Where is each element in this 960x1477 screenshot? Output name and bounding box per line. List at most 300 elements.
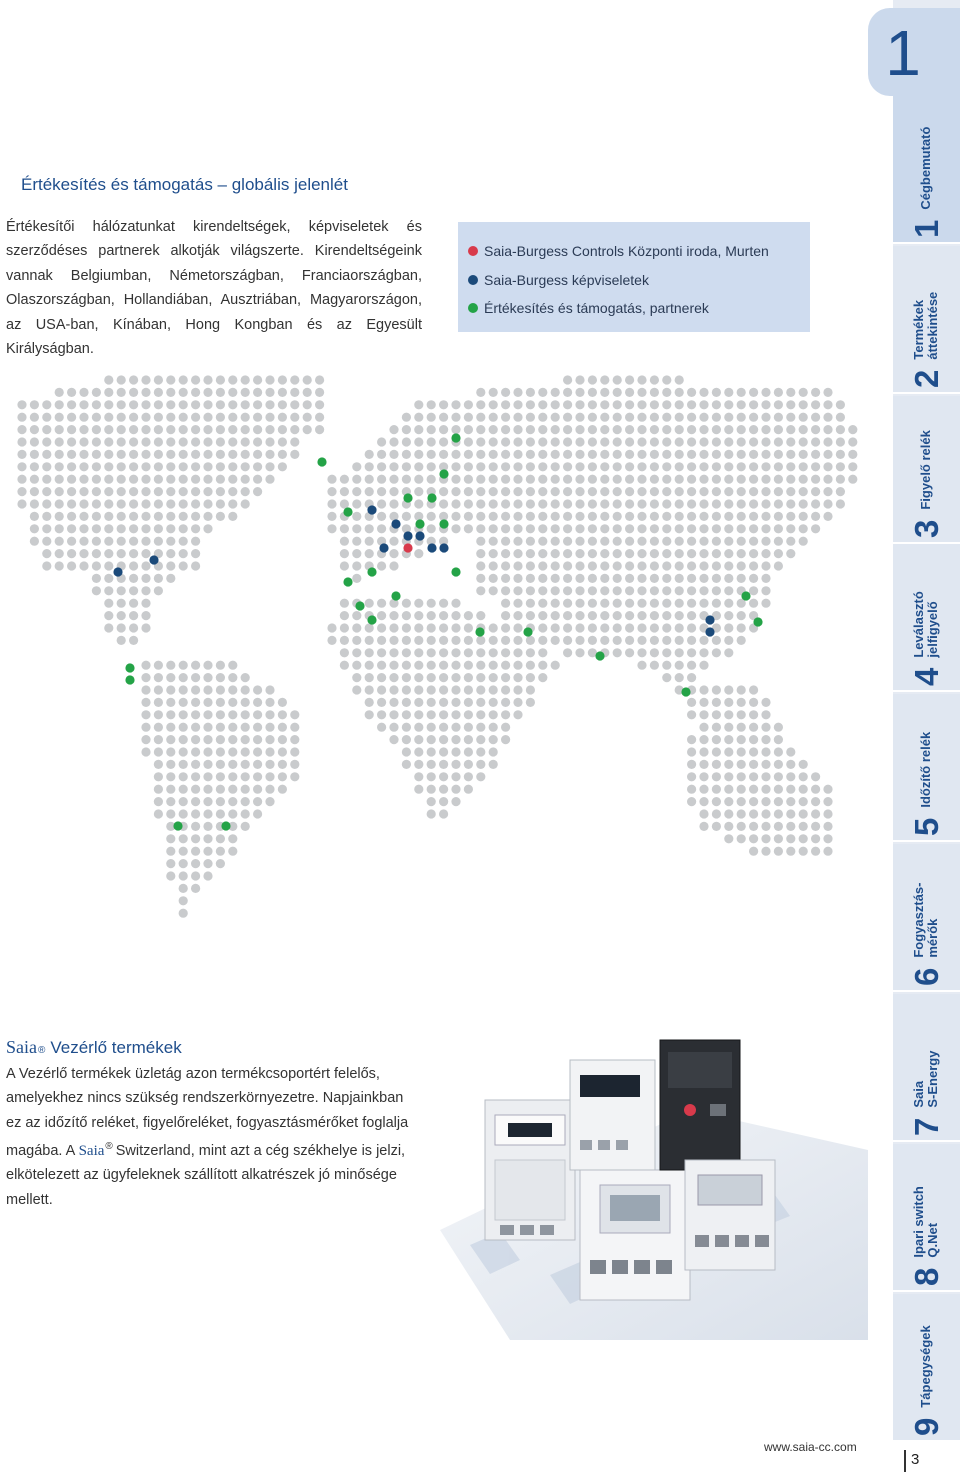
map-dot — [476, 437, 485, 446]
map-dot — [427, 747, 436, 756]
map-dot — [340, 499, 349, 508]
map-dot — [464, 648, 473, 657]
map-dot — [489, 698, 498, 707]
map-dot — [823, 400, 832, 409]
map-dot — [104, 437, 113, 446]
map-dot — [526, 487, 535, 496]
map-dot — [687, 673, 696, 682]
map-dot — [513, 710, 522, 719]
map-dot — [687, 388, 696, 397]
chapter-tab-number: 7 — [907, 1117, 945, 1136]
map-dot — [166, 847, 175, 856]
map-dot — [179, 896, 188, 905]
map-dot — [625, 512, 634, 521]
map-dot — [575, 499, 584, 508]
blue-dot-icon — [468, 275, 478, 285]
map-dot — [836, 499, 845, 508]
map-dot — [513, 512, 522, 521]
map-dot — [402, 661, 411, 670]
map-dot — [724, 797, 733, 806]
red-dot-icon — [468, 246, 478, 256]
map-dot — [179, 735, 188, 744]
map-dot — [228, 797, 237, 806]
map-dot — [650, 537, 659, 546]
map-dot — [774, 462, 783, 471]
map-dot — [625, 400, 634, 409]
map-dot — [526, 611, 535, 620]
map-dot — [675, 437, 684, 446]
chapter-tab-3[interactable] — [893, 396, 960, 544]
map-dot — [476, 524, 485, 533]
map-dot — [513, 648, 522, 657]
map-dot — [154, 462, 163, 471]
map-dot — [92, 450, 101, 459]
map-dot — [451, 450, 460, 459]
map-dot — [724, 450, 733, 459]
partner-dot — [753, 617, 762, 626]
map-dot — [575, 512, 584, 521]
map-dot — [799, 822, 808, 831]
chapter-tab-number: 8 — [907, 1267, 945, 1286]
map-dot — [625, 475, 634, 484]
map-dot — [414, 648, 423, 657]
map-dot — [278, 450, 287, 459]
map-dot — [513, 437, 522, 446]
map-dot — [92, 425, 101, 434]
map-dot — [737, 499, 746, 508]
map-dot — [265, 400, 274, 409]
map-dot — [724, 512, 733, 521]
map-dot — [489, 450, 498, 459]
map-dot — [141, 413, 150, 422]
map-dot — [836, 437, 845, 446]
map-dot — [290, 710, 299, 719]
map-dot — [154, 437, 163, 446]
map-dot — [141, 586, 150, 595]
map-dot — [402, 475, 411, 484]
map-dot — [848, 437, 857, 446]
map-dot — [687, 661, 696, 670]
map-dot — [799, 462, 808, 471]
map-dot — [848, 425, 857, 434]
map-dot — [712, 561, 721, 570]
map-dot — [191, 437, 200, 446]
map-dot — [563, 499, 572, 508]
map-dot — [625, 499, 634, 508]
map-dot — [451, 475, 460, 484]
map-dot — [600, 400, 609, 409]
legend-label: Saia-Burgess Controls Központi iroda, Murten — [484, 243, 769, 260]
map-dot — [129, 561, 138, 570]
map-dot — [699, 524, 708, 533]
map-dot — [241, 772, 250, 781]
map-dot — [563, 375, 572, 384]
map-dot — [352, 636, 361, 645]
map-dot — [613, 611, 622, 620]
map-dot — [526, 499, 535, 508]
map-dot — [129, 388, 138, 397]
map-dot — [216, 710, 225, 719]
map-dot — [141, 487, 150, 496]
map-dot — [241, 475, 250, 484]
map-dot — [588, 623, 597, 632]
device-5 — [685, 1160, 775, 1270]
map-dot — [749, 760, 758, 769]
map-dot — [290, 760, 299, 769]
website-url[interactable]: www.saia-cc.com — [764, 1440, 857, 1454]
map-dot — [575, 648, 584, 657]
map-dot — [476, 388, 485, 397]
map-dot — [538, 611, 547, 620]
map-dot — [712, 487, 721, 496]
map-dot — [42, 413, 51, 422]
map-dot — [439, 599, 448, 608]
map-dot — [216, 475, 225, 484]
map-dot — [501, 623, 510, 632]
map-dot — [799, 437, 808, 446]
map-dot — [203, 760, 212, 769]
map-dot — [588, 549, 597, 558]
map-dot — [203, 723, 212, 732]
map-dot — [613, 524, 622, 533]
map-dot — [761, 475, 770, 484]
map-dot — [451, 772, 460, 781]
map-dot — [749, 847, 758, 856]
map-dot — [563, 561, 572, 570]
chapter-tab-6[interactable] — [893, 844, 960, 992]
map-dot — [352, 499, 361, 508]
map-dot — [104, 561, 113, 570]
map-dot — [439, 747, 448, 756]
map-dot — [253, 413, 262, 422]
map-dot — [327, 524, 336, 533]
map-dot — [253, 809, 262, 818]
map-dot — [253, 772, 262, 781]
map-dot — [253, 400, 262, 409]
map-dot — [675, 537, 684, 546]
map-dot — [179, 797, 188, 806]
map-dot — [92, 400, 101, 409]
map-dot — [203, 524, 212, 533]
map-dot — [823, 388, 832, 397]
chapter-tab-9[interactable] — [893, 1294, 960, 1442]
map-dot — [191, 388, 200, 397]
map-dot — [637, 425, 646, 434]
map-dot — [662, 599, 671, 608]
map-dot — [774, 437, 783, 446]
map-dot — [811, 772, 820, 781]
map-dot — [278, 698, 287, 707]
map-dot — [662, 586, 671, 595]
map-dot — [600, 586, 609, 595]
chapter-tab-rotated — [897, 96, 955, 238]
map-dot — [253, 760, 262, 769]
chapter-tab-8[interactable] — [893, 1144, 960, 1292]
map-dot — [129, 599, 138, 608]
map-dot — [774, 388, 783, 397]
map-dot — [724, 487, 733, 496]
map-dot — [749, 450, 758, 459]
map-dot — [129, 499, 138, 508]
map-dot — [836, 462, 845, 471]
map-dot — [749, 809, 758, 818]
map-dot — [402, 760, 411, 769]
map-dot — [427, 623, 436, 632]
map-dot — [662, 549, 671, 558]
map-dot — [203, 710, 212, 719]
map-dot — [637, 400, 646, 409]
chapter-tab-number: 5 — [907, 817, 945, 836]
map-dot — [712, 549, 721, 558]
map-dot — [290, 425, 299, 434]
map-dot — [600, 537, 609, 546]
map-dot — [799, 475, 808, 484]
map-dot — [588, 586, 597, 595]
intro-line: vannak Belgiumban, Németországban, Franciaországban, — [6, 267, 422, 284]
map-dot — [389, 561, 398, 570]
map-dot — [476, 661, 485, 670]
map-dot — [129, 400, 138, 409]
map-dot — [253, 698, 262, 707]
map-dot — [501, 673, 510, 682]
map-dot — [761, 512, 770, 521]
map-dot — [786, 512, 795, 521]
map-dot — [464, 499, 473, 508]
map-dot — [501, 462, 510, 471]
map-dot — [427, 524, 436, 533]
saia-section-title — [6, 1037, 182, 1058]
map-dot — [253, 475, 262, 484]
map-dot — [377, 698, 386, 707]
map-dot — [241, 450, 250, 459]
partner-dot — [367, 615, 376, 624]
map-dot — [538, 537, 547, 546]
map-dot — [650, 437, 659, 446]
map-dot — [650, 413, 659, 422]
map-dot — [191, 512, 200, 521]
map-dot — [563, 462, 572, 471]
map-dot — [551, 636, 560, 645]
map-dot — [613, 549, 622, 558]
map-dot — [389, 661, 398, 670]
map-dot — [712, 772, 721, 781]
map-dot — [675, 586, 684, 595]
map-dot — [427, 413, 436, 422]
map-dot — [761, 549, 770, 558]
body-line-post: Switzerland, mint azt a cég székhelye is jelzi, — [115, 1143, 406, 1160]
map-dot — [650, 450, 659, 459]
map-dot — [575, 475, 584, 484]
map-dot — [427, 599, 436, 608]
map-dot — [389, 487, 398, 496]
map-dot — [439, 413, 448, 422]
map-dot — [637, 450, 646, 459]
map-dot — [761, 772, 770, 781]
map-dot — [42, 512, 51, 521]
map-dot — [30, 512, 39, 521]
map-dot — [538, 574, 547, 583]
map-dot — [737, 747, 746, 756]
chapter-tab-2[interactable] — [893, 246, 960, 394]
map-dot — [476, 685, 485, 694]
map-dot — [278, 760, 287, 769]
chapter-tab-1[interactable] — [893, 96, 960, 244]
map-dot — [303, 375, 312, 384]
map-dot — [104, 549, 113, 558]
map-dot — [699, 450, 708, 459]
map-dot — [265, 747, 274, 756]
map-dot — [526, 437, 535, 446]
intro-line: az USA-ban, Kínában, Hong Kongban és az Egyesült — [6, 316, 422, 333]
map-dot — [352, 574, 361, 583]
map-dot — [761, 450, 770, 459]
map-dot — [377, 462, 386, 471]
map-dot — [402, 673, 411, 682]
map-dot — [179, 685, 188, 694]
map-dot — [439, 685, 448, 694]
map-dot — [613, 561, 622, 570]
map-dot — [203, 735, 212, 744]
map-dot — [551, 586, 560, 595]
map-dot — [513, 611, 522, 620]
map-dot — [104, 524, 113, 533]
map-dot — [600, 437, 609, 446]
map-dot — [724, 388, 733, 397]
map-dot — [501, 437, 510, 446]
map-dot — [278, 388, 287, 397]
map-dot — [662, 673, 671, 682]
map-dot — [389, 611, 398, 620]
map-dot — [414, 735, 423, 744]
partner-dot — [427, 493, 436, 502]
map-dot — [179, 512, 188, 521]
map-dot — [365, 673, 374, 682]
map-dot — [253, 425, 262, 434]
map-dot — [55, 549, 64, 558]
map-dot — [699, 549, 708, 558]
map-dot — [699, 661, 708, 670]
map-dot — [402, 723, 411, 732]
map-dot — [724, 685, 733, 694]
map-dot — [650, 499, 659, 508]
map-dot — [675, 512, 684, 521]
map-dot — [724, 834, 733, 843]
map-dot — [377, 710, 386, 719]
map-dot — [712, 388, 721, 397]
map-dot — [191, 747, 200, 756]
map-dot — [737, 785, 746, 794]
map-dot — [737, 735, 746, 744]
map-dot — [265, 710, 274, 719]
map-dot — [253, 710, 262, 719]
map-dot — [42, 462, 51, 471]
chapter-tab-4[interactable] — [893, 544, 960, 692]
map-dot — [30, 400, 39, 409]
map-dot — [513, 450, 522, 459]
map-dot — [489, 710, 498, 719]
map-dot — [737, 698, 746, 707]
map-dot — [637, 623, 646, 632]
chapter-tab-5[interactable] — [893, 694, 960, 842]
map-dot — [811, 797, 820, 806]
map-dot — [476, 499, 485, 508]
map-dot — [476, 425, 485, 434]
map-dot — [662, 388, 671, 397]
map-dot — [575, 462, 584, 471]
map-dot — [786, 388, 795, 397]
body-line: elkötelezett az ügyfeleknek szállított alkatrészek jó minősége — [6, 1167, 397, 1184]
device-1 — [485, 1100, 575, 1240]
map-dot — [563, 487, 572, 496]
map-dot — [650, 599, 659, 608]
map-dot — [265, 388, 274, 397]
map-dot — [414, 599, 423, 608]
map-dot — [427, 772, 436, 781]
map-dot — [737, 723, 746, 732]
map-dot — [42, 400, 51, 409]
map-dot — [588, 537, 597, 546]
map-dot — [340, 524, 349, 533]
map-dot — [613, 462, 622, 471]
map-dot — [203, 797, 212, 806]
map-dot — [625, 450, 634, 459]
map-dot — [662, 413, 671, 422]
map-dot — [402, 698, 411, 707]
map-dot — [675, 636, 684, 645]
map-dot — [712, 400, 721, 409]
map-dot — [414, 450, 423, 459]
map-dot — [799, 413, 808, 422]
map-dot — [513, 499, 522, 508]
map-dot — [340, 623, 349, 632]
map-dot — [637, 475, 646, 484]
map-dot — [414, 475, 423, 484]
map-dot — [501, 685, 510, 694]
map-dot — [365, 487, 374, 496]
map-dot — [551, 537, 560, 546]
map-dot — [154, 785, 163, 794]
map-dot — [253, 375, 262, 384]
map-dot — [166, 772, 175, 781]
intro-line: Királyságban. — [6, 341, 94, 358]
map-dot — [117, 537, 126, 546]
map-dot — [637, 537, 646, 546]
map-dot — [724, 809, 733, 818]
map-dot — [588, 561, 597, 570]
map-dot — [141, 561, 150, 570]
map-dot — [687, 537, 696, 546]
map-dot — [166, 524, 175, 533]
map-dot — [179, 475, 188, 484]
map-dot — [526, 574, 535, 583]
map-dot — [191, 487, 200, 496]
map-dot — [786, 400, 795, 409]
chapter-tab-7[interactable] — [893, 994, 960, 1142]
active-chapter-number: 1 — [885, 17, 921, 89]
map-dot — [724, 549, 733, 558]
map-dot — [352, 623, 361, 632]
map-dot — [476, 760, 485, 769]
map-dot — [513, 661, 522, 670]
map-dot — [588, 425, 597, 434]
map-dot — [551, 437, 560, 446]
map-dot — [625, 611, 634, 620]
map-dot — [600, 636, 609, 645]
map-dot — [402, 437, 411, 446]
map-dot — [216, 809, 225, 818]
world-dot-map — [0, 360, 880, 920]
chapter-tab-rotated — [897, 694, 955, 836]
